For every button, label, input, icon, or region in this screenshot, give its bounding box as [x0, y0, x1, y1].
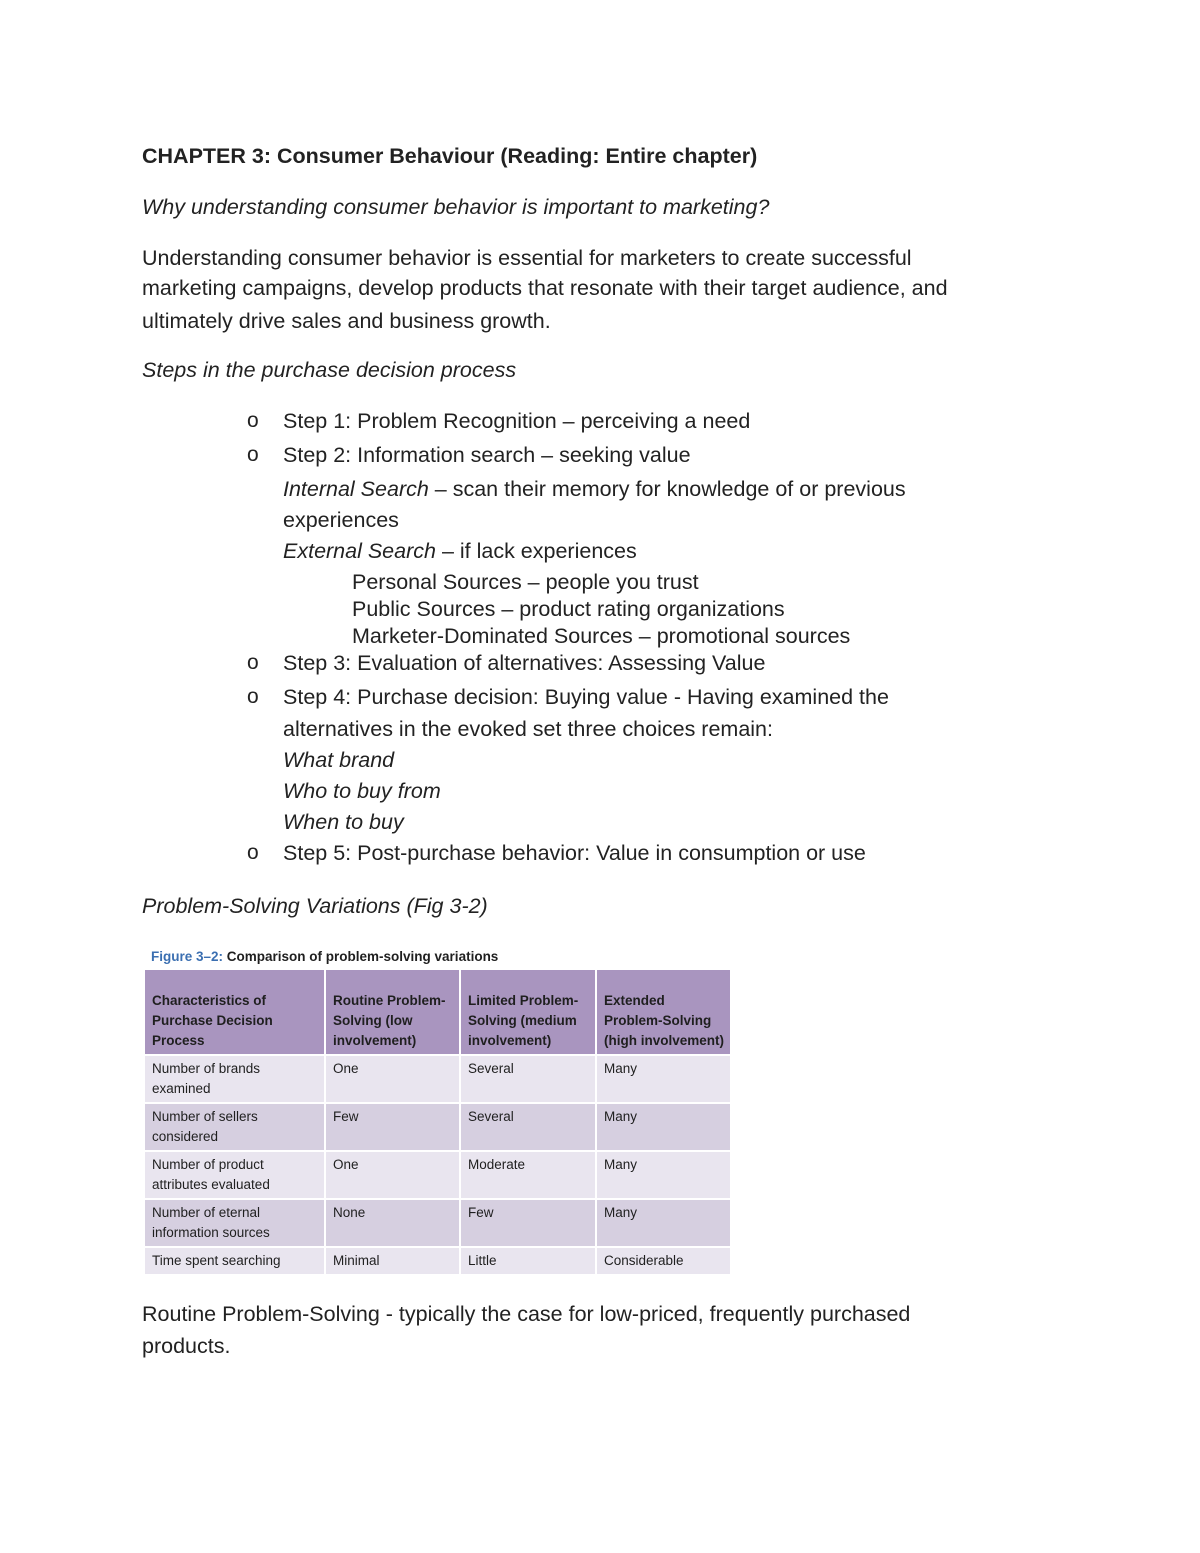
external-search-line [283, 538, 637, 564]
figure-3-2 [145, 944, 731, 1274]
table-cell: One [325, 1151, 460, 1199]
source-item: Marketer-Dominated Sources – promotional sources [352, 624, 851, 648]
table-header-cell: Limited Problem-Solving (medium involvement) [460, 970, 596, 1055]
external-search-label: External Search [283, 539, 436, 563]
table-cell: Little [460, 1247, 596, 1274]
choice-item: When to buy [283, 810, 404, 834]
table-row [145, 1199, 731, 1247]
step-1: Step 1: Problem Recognition – perceiving a need [283, 409, 751, 433]
routine-line-2: products. [142, 1334, 231, 1358]
table-cell: One [325, 1055, 460, 1103]
source-item: Public Sources – product rating organizations [352, 597, 785, 621]
choice-item: What brand [283, 748, 395, 772]
table-cell: Many [596, 1055, 731, 1103]
internal-search-label: Internal Search [283, 477, 429, 501]
internal-search-text: – scan their memory for knowledge of or previous [428, 477, 906, 501]
routine-line-1: Routine Problem-Solving - typically the case for low-priced, frequently purchased [142, 1302, 911, 1326]
table-cell: Many [596, 1151, 731, 1199]
table-cell: Many [596, 1199, 731, 1247]
bullet-icon: o [247, 841, 259, 864]
source-item: Personal Sources – people you trust [352, 570, 699, 594]
bullet-icon: o [247, 409, 259, 432]
table-cell: Few [325, 1103, 460, 1151]
table-cell: Minimal [325, 1247, 460, 1274]
table-header-row [145, 970, 731, 1055]
table-header-cell: Routine Problem-Solving (low involvement) [325, 970, 460, 1055]
table-header-cell: Characteristics of Purchase Decision Process [145, 970, 325, 1055]
question-heading: Why understanding consumer behavior is important to marketing? [142, 195, 770, 219]
table-cell: Number of brands examined [145, 1055, 325, 1103]
table-cell: Several [460, 1055, 596, 1103]
internal-search-continued: experiences [283, 508, 399, 532]
figure-caption [145, 944, 731, 970]
table-cell: Many [596, 1103, 731, 1151]
table-cell: Time spent searching [145, 1247, 325, 1274]
paragraph-line-3: ultimately drive sales and business growth. [142, 309, 551, 333]
figure-caption-text: Comparison of problem-solving variations [223, 949, 499, 964]
step-4-line-2: alternatives in the evoked set three choices remain: [283, 717, 773, 741]
table-cell: Number of product attributes evaluated [145, 1151, 325, 1199]
figure-number: Figure 3–2: [151, 949, 224, 964]
table-cell: None [325, 1199, 460, 1247]
step-2: Step 2: Information search – seeking value [283, 443, 691, 467]
table-row [145, 1055, 731, 1103]
paragraph-line-1: Understanding consumer behavior is essential for marketers to create successful [142, 246, 912, 270]
table-cell: Several [460, 1103, 596, 1151]
step-4-line-1: Step 4: Purchase decision: Buying value - Having examined the [283, 685, 889, 709]
table-row [145, 1103, 731, 1151]
table-cell: Number of eternal information sources [145, 1199, 325, 1247]
table-cell: Number of sellers considered [145, 1103, 325, 1151]
external-search-text: – if lack experiences [435, 539, 637, 563]
variations-heading: Problem-Solving Variations (Fig 3-2) [142, 894, 488, 918]
step-3: Step 3: Evaluation of alternatives: Assessing Value [283, 651, 766, 675]
bullet-icon: o [247, 443, 259, 466]
paragraph-line-2: marketing campaigns, develop products that resonate with their target audience, and [142, 276, 948, 300]
table-cell: Moderate [460, 1151, 596, 1199]
table-cell: Few [460, 1199, 596, 1247]
internal-search-line [283, 476, 906, 502]
table-row [145, 1151, 731, 1199]
table-header-cell: Extended Problem-Solving (high involvement) [596, 970, 731, 1055]
comparison-table [145, 970, 732, 1274]
choice-item: Who to buy from [283, 779, 441, 803]
step-5: Step 5: Post-purchase behavior: Value in consumption or use [283, 841, 866, 865]
chapter-title: CHAPTER 3: Consumer Behaviour (Reading: Entire chapter) [142, 144, 758, 168]
table-cell: Considerable [596, 1247, 731, 1274]
table-row [145, 1247, 731, 1274]
steps-heading: Steps in the purchase decision process [142, 358, 517, 382]
bullet-icon: o [247, 685, 259, 708]
bullet-icon: o [247, 651, 259, 674]
